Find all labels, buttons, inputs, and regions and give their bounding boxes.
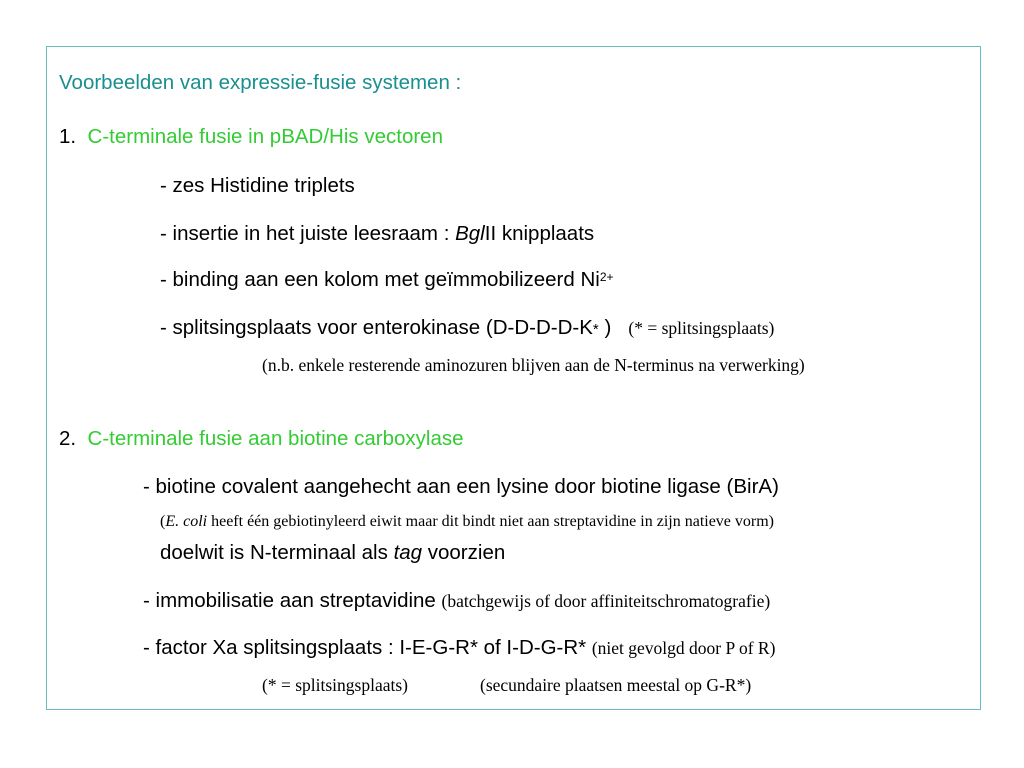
section2-heading: C-terminale fusie aan biotine carboxylase xyxy=(87,427,464,450)
insertie-text: - insertie in het juiste leesraam : xyxy=(160,222,456,245)
section1-nb-note: (n.b. enkele resterende aminozuren blijven aan de N-terminus na verwerking) xyxy=(262,355,805,375)
factorxa-text: - factor Xa splitsingsplaats : I-E-G-R* of I-D-G-R* xyxy=(143,636,587,659)
section1-heading-line xyxy=(59,125,443,149)
section2-footnote-2: (secundaire plaatsen meestal op G-R*) xyxy=(480,675,752,695)
section2-item-immobilisatie xyxy=(143,589,770,613)
binding-text: - binding aan een kolom met geïmmobilizeerd Ni xyxy=(160,268,600,291)
section2-item-doelwit xyxy=(160,541,505,565)
voorzien-text: voorzien xyxy=(422,541,506,564)
section1-item-histidine: - zes Histidine triplets xyxy=(160,174,355,197)
immobilisatie-note: (batchgewijs of door affiniteitschromatografie) xyxy=(441,591,771,611)
splitsing-close: ) xyxy=(598,316,612,339)
ni-superscript: 2+ xyxy=(599,270,614,284)
section1-item-splitsing xyxy=(160,316,774,342)
splitsing-star: * xyxy=(592,321,599,338)
knipplaats-text: II knipplaats xyxy=(484,222,595,245)
section2-footnote-1: (* = splitsingsplaats) xyxy=(262,675,408,695)
section2-number: 2. xyxy=(59,427,77,450)
factorxa-note: (niet gevolgd door P of R) xyxy=(591,638,776,658)
section2-item-factorxa xyxy=(143,636,775,660)
doelwit-text: doelwit is N-terminaal als xyxy=(160,541,394,564)
tag-italic: tag xyxy=(393,541,423,564)
splitsing-text: - splitsingsplaats voor enterokinase (D-D-D-D-K xyxy=(160,316,593,339)
section1-item-insertie xyxy=(160,222,594,246)
ecoli-rest: heeft één gebiotinyleerd eiwit maar dit bindt niet aan streptavidine in zijn natieve vorm) xyxy=(207,513,775,530)
splitsing-note: (* = splitsingsplaats) xyxy=(628,318,775,338)
ecoli-italic: E. coli xyxy=(165,513,208,530)
slide-title: Voorbeelden van expressie-fusie systemen : xyxy=(59,71,462,94)
section1-heading: C-terminale fusie in pBAD/His vectoren xyxy=(87,125,443,148)
ecoli-open: ( xyxy=(160,513,166,530)
section2-ecoli-note xyxy=(160,510,774,534)
immobilisatie-text: - immobilisatie aan streptavidine xyxy=(143,589,436,612)
section1-item-binding xyxy=(160,268,614,292)
section2-heading-line xyxy=(59,427,464,451)
section1-number: 1. xyxy=(59,125,77,148)
bgl-italic: Bgl xyxy=(455,222,485,245)
section2-item-biotine: - biotine covalent aangehecht aan een lysine door biotine ligase (BirA) xyxy=(143,475,779,498)
